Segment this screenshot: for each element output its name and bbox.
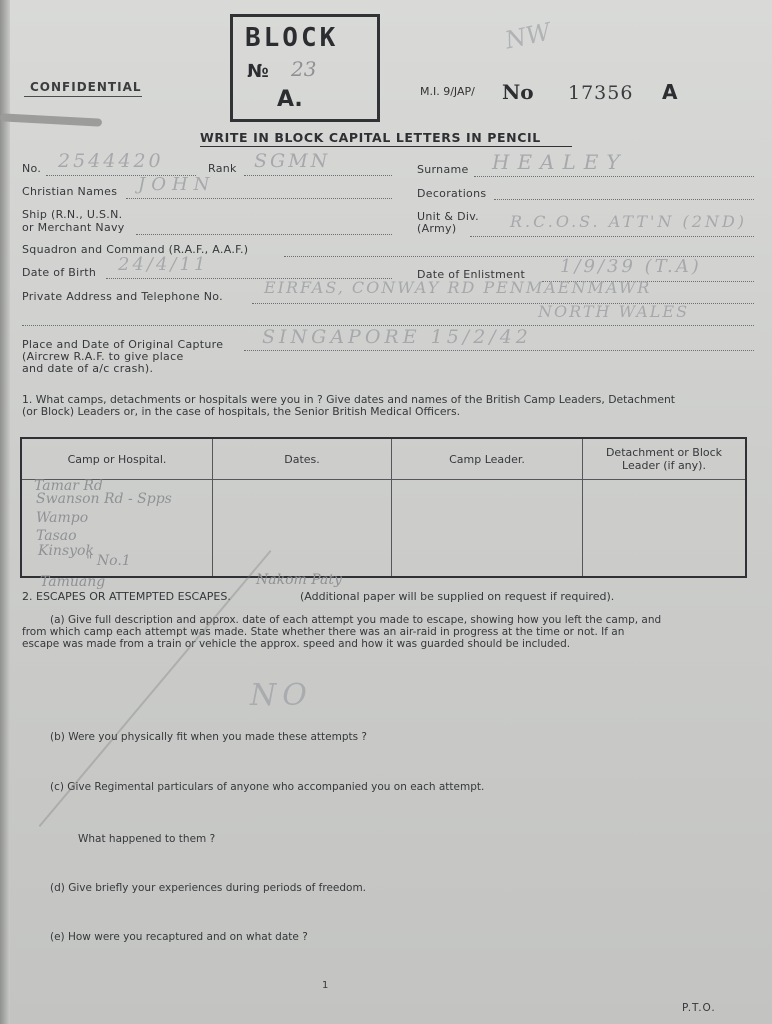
doc-number-label: No (502, 80, 534, 104)
q2b: (b) Were you physically fit when you made these attempts ? (50, 731, 367, 743)
unit-label-1: Unit & Div. (417, 210, 479, 223)
squadron-label: Squadron and Command (R.A.F., A.A.F.) (22, 243, 249, 256)
decorations-label: Decorations (417, 187, 487, 200)
capture-value: SINGAPORE 15/2/42 (262, 326, 532, 348)
dob-value: 24/4/11 (118, 254, 209, 275)
unit-line (470, 236, 754, 237)
stamp-no-value: 23 (291, 57, 317, 81)
camp-entry: Swanson Rd - Spps (36, 491, 172, 507)
doc-number: 17356 (568, 82, 634, 104)
christian-names-line (126, 198, 392, 199)
camp-entry: Tamuang (40, 574, 106, 590)
pto-label: P.T.O. (682, 1002, 716, 1014)
enlistment-label: Date of Enlistment (417, 268, 526, 281)
header-underline (200, 146, 572, 147)
block-stamp (230, 14, 380, 122)
no-label: No. (22, 162, 42, 175)
unit-label-2: (Army) (417, 222, 457, 235)
capture-label-1: Place and Date of Original Capture (22, 338, 224, 351)
capture-label-3: and date of a/c crash). (22, 362, 154, 375)
enlistment-value: 1/9/39 (T.A) (560, 256, 702, 277)
q2c-followup: What happened to them ? (78, 833, 216, 845)
stamp-letter: A. (277, 87, 303, 112)
address-value-2: NORTH WALES (538, 302, 690, 321)
no-value: 2544420 (58, 150, 164, 172)
rank-label: Rank (208, 162, 237, 175)
rank-field-line (244, 175, 392, 176)
camp-entry: Kinsyok (38, 543, 94, 559)
camp-entry: Nakom Paty (256, 572, 342, 588)
decorations-line (494, 199, 754, 200)
ship-label-1: Ship (R.N., U.S.N. (22, 208, 123, 221)
unit-value: R.C.O.S. ATT'N (2ND) (510, 212, 748, 231)
rank-value: SGMN (254, 150, 331, 172)
camp-entry: " No.1 (86, 553, 131, 569)
page-mark: 1 (322, 980, 329, 991)
surname-field-line (474, 176, 754, 177)
stamp-no-label: № (247, 61, 269, 82)
handwritten-note: NW (502, 17, 554, 55)
q2d: (d) Give briefly your experiences during periods of freedom. (50, 882, 367, 894)
ship-line (136, 234, 392, 235)
confidential-label: CONFIDENTIAL (30, 80, 142, 94)
cell-dates (213, 480, 392, 578)
capture-label-2: (Aircrew R.A.F. to give place (22, 350, 184, 363)
cell-detachment (583, 480, 747, 578)
surname-value: HEALEY (492, 150, 628, 174)
doc-suffix: A (662, 80, 678, 104)
col-header-dates: Dates. (213, 438, 392, 480)
camp-entry: Wampo (36, 510, 89, 526)
ship-label-2: or Merchant Navy (22, 221, 125, 234)
christian-names-label: Christian Names (22, 185, 118, 198)
q2a-line-3: escape was made from a train or vehicle the approx. speed and how it was guarded should be included. (22, 638, 571, 650)
q2a-line-1: (a) Give full description and approx. date of each attempt you made to escape, showing how you left the camp, and (50, 614, 662, 626)
col-header-camp-leader: Camp Leader. (392, 438, 583, 480)
col-header-camp: Camp or Hospital. (21, 438, 213, 480)
q2-heading: 2. ESCAPES OR ATTEMPTED ESCAPES. (22, 590, 231, 603)
stamp-block-text: BLOCK (245, 23, 339, 53)
q1-line-2: (or Block) Leaders or, in the case of hospitals, the Senior British Medical Officers. (22, 405, 461, 418)
surname-label: Surname (417, 163, 469, 176)
camp-entry: Tasao (36, 528, 77, 544)
col-header-detachment-leader: Detachment or Block Leader (if any). (583, 438, 747, 480)
string-tag (0, 113, 102, 126)
q2c: (c) Give Regimental particulars of anyone who accompanied you on each attempt. (50, 781, 485, 793)
capture-line (244, 350, 754, 351)
confidential-underline (24, 96, 142, 97)
doc-reference: M.I. 9/JAP/ (420, 85, 475, 98)
cell-camp-leader (392, 480, 583, 578)
camp-entry: Tamar Rd (34, 478, 103, 494)
q1-line-1: 1. What camps, detachments or hospitals were you in ? Give dates and names of the British Camp Leaders, Detachment (22, 393, 676, 406)
escape-answer: NO (250, 678, 313, 713)
q2e: (e) How were you recaptured and on what date ? (50, 931, 308, 943)
dob-label: Date of Birth (22, 266, 97, 279)
address-value-1: EIRFAS, CONWAY RD PENMAENMAWR (264, 278, 652, 297)
page-shadow-edge (0, 0, 10, 1024)
form-instruction-header: WRITE IN BLOCK CAPITAL LETTERS IN PENCIL (200, 130, 541, 145)
q2a-line-2: from which camp each attempt was made. State whether there was an air-raid in progress at the time or not. If an (22, 626, 625, 638)
christian-names-value: JOHN (138, 174, 216, 195)
q2-note: (Additional paper will be supplied on request if required). (300, 590, 615, 603)
address-label: Private Address and Telephone No. (22, 290, 223, 303)
